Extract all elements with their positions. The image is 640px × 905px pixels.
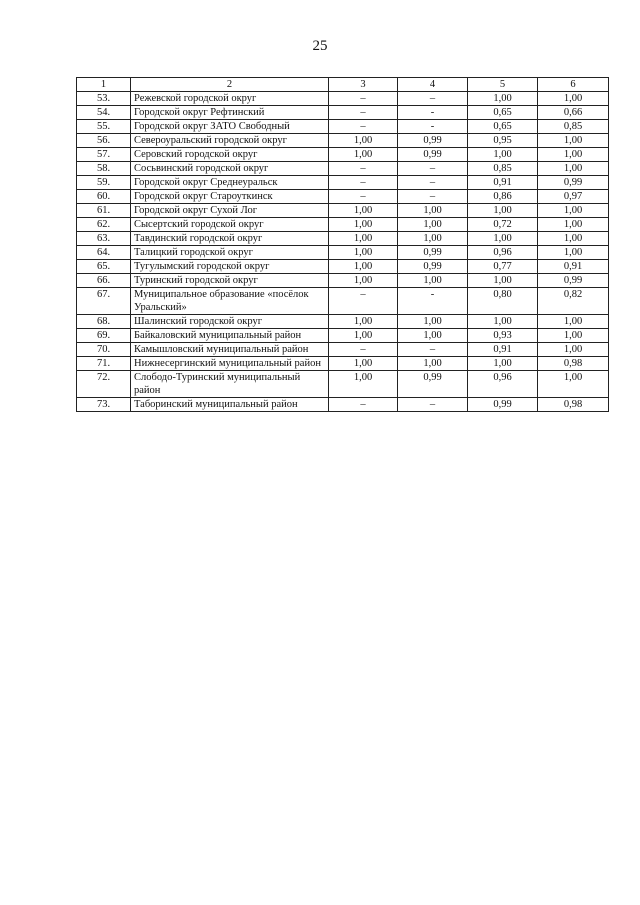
value-col-3: 1,00 [329, 357, 398, 371]
value-col-3: – [329, 190, 398, 204]
header-cell-4: 4 [398, 78, 468, 92]
value-col-4: 1,00 [398, 218, 468, 232]
value-col-3: 1,00 [329, 329, 398, 343]
table-row [77, 315, 609, 329]
table-row [77, 204, 609, 218]
table-row [77, 232, 609, 246]
municipality-name: Городской округ Сухой Лог [131, 204, 329, 218]
value-col-6: 0,82 [538, 288, 609, 315]
value-col-6: 0,66 [538, 106, 609, 120]
page-number: 25 [312, 38, 328, 54]
table-row [77, 106, 609, 120]
municipality-name: Сосьвинский городской округ [131, 162, 329, 176]
value-col-4: – [398, 398, 468, 412]
table-row [77, 371, 609, 398]
municipality-name: Тавдинский городской округ [131, 232, 329, 246]
header-row [77, 78, 609, 92]
value-col-5: 0,96 [468, 371, 538, 398]
municipality-name: Байкаловский муниципальный район [131, 329, 329, 343]
value-col-5: 0,95 [468, 134, 538, 148]
value-col-3: 1,00 [329, 260, 398, 274]
municipality-name: Североуральский городской округ [131, 134, 329, 148]
value-col-4: 1,00 [398, 357, 468, 371]
value-col-3: 1,00 [329, 218, 398, 232]
value-col-6: 1,00 [538, 246, 609, 260]
row-number: 66. [77, 274, 131, 288]
header-cell-3: 3 [329, 78, 398, 92]
table-row [77, 120, 609, 134]
value-col-3: – [329, 343, 398, 357]
table-row [77, 246, 609, 260]
value-col-3: 1,00 [329, 315, 398, 329]
value-col-3: – [329, 92, 398, 106]
value-col-5: 0,93 [468, 329, 538, 343]
value-col-6: 1,00 [538, 134, 609, 148]
table-row [77, 176, 609, 190]
value-col-5: 1,00 [468, 232, 538, 246]
value-col-4: 0,99 [398, 260, 468, 274]
value-col-3: 1,00 [329, 148, 398, 162]
value-col-6: 1,00 [538, 162, 609, 176]
value-col-3: – [329, 288, 398, 315]
value-col-3: 1,00 [329, 134, 398, 148]
value-col-6: 0,98 [538, 398, 609, 412]
municipality-name: Тугулымский городской округ [131, 260, 329, 274]
table-row [77, 274, 609, 288]
table-row [77, 190, 609, 204]
row-number: 69. [77, 329, 131, 343]
row-number: 56. [77, 134, 131, 148]
value-col-3: 1,00 [329, 371, 398, 398]
municipality-name: Таборинский муниципальный район [131, 398, 329, 412]
value-col-3: 1,00 [329, 274, 398, 288]
value-col-5: 1,00 [468, 204, 538, 218]
row-number: 63. [77, 232, 131, 246]
value-col-3: 1,00 [329, 246, 398, 260]
row-number: 60. [77, 190, 131, 204]
table-row [77, 398, 609, 412]
value-col-4: 0,99 [398, 148, 468, 162]
table-row [77, 357, 609, 371]
value-col-5: 1,00 [468, 315, 538, 329]
value-col-4: – [398, 162, 468, 176]
value-col-4: - [398, 106, 468, 120]
value-col-6: 0,91 [538, 260, 609, 274]
value-col-6: 0,98 [538, 357, 609, 371]
value-col-4: – [398, 176, 468, 190]
row-number: 62. [77, 218, 131, 232]
row-number: 71. [77, 357, 131, 371]
value-col-3: 1,00 [329, 232, 398, 246]
value-col-4: 1,00 [398, 274, 468, 288]
municipality-name: Слободо-Туринский муниципальный район [131, 371, 329, 398]
table-row [77, 288, 609, 315]
municipality-name: Камышловский муниципальный район [131, 343, 329, 357]
row-number: 54. [77, 106, 131, 120]
value-col-5: 1,00 [468, 357, 538, 371]
row-number: 64. [77, 246, 131, 260]
table-row [77, 343, 609, 357]
table-row [77, 134, 609, 148]
value-col-4: 0,99 [398, 134, 468, 148]
row-number: 57. [77, 148, 131, 162]
row-number: 59. [77, 176, 131, 190]
value-col-4: – [398, 92, 468, 106]
value-col-4: - [398, 288, 468, 315]
table-row [77, 92, 609, 106]
value-col-4: - [398, 120, 468, 134]
value-col-6: 0,97 [538, 190, 609, 204]
table-row [77, 218, 609, 232]
row-number: 67. [77, 288, 131, 315]
header-cell-5: 5 [468, 78, 538, 92]
value-col-5: 0,99 [468, 398, 538, 412]
table-row [77, 148, 609, 162]
value-col-3: – [329, 106, 398, 120]
value-col-4: 1,00 [398, 232, 468, 246]
value-col-4: 0,99 [398, 246, 468, 260]
municipality-name: Городской округ Староуткинск [131, 190, 329, 204]
value-col-3: 1,00 [329, 204, 398, 218]
value-col-6: 1,00 [538, 92, 609, 106]
table-header [77, 78, 609, 92]
value-col-5: 0,80 [468, 288, 538, 315]
value-col-5: 0,96 [468, 246, 538, 260]
municipality-name: Городской округ Рефтинский [131, 106, 329, 120]
table-body [77, 92, 609, 412]
table-row [77, 162, 609, 176]
row-number: 61. [77, 204, 131, 218]
value-col-5: 0,91 [468, 343, 538, 357]
value-col-6: 1,00 [538, 232, 609, 246]
value-col-3: – [329, 120, 398, 134]
value-col-4: – [398, 190, 468, 204]
municipality-name: Нижнесергинский муниципальный район [131, 357, 329, 371]
value-col-6: 1,00 [538, 315, 609, 329]
municipality-name: Серовский городской округ [131, 148, 329, 162]
header-cell-2: 2 [131, 78, 329, 92]
row-number: 68. [77, 315, 131, 329]
value-col-4: 0,99 [398, 371, 468, 398]
value-col-5: 0,85 [468, 162, 538, 176]
value-col-4: 1,00 [398, 329, 468, 343]
table-row [77, 260, 609, 274]
value-col-5: 1,00 [468, 148, 538, 162]
municipality-name: Талицкий городской округ [131, 246, 329, 260]
value-col-6: 1,00 [538, 343, 609, 357]
value-col-3: – [329, 176, 398, 190]
value-col-6: 0,85 [538, 120, 609, 134]
value-col-6: 1,00 [538, 218, 609, 232]
municipality-name: Сысертский городской округ [131, 218, 329, 232]
value-col-6: 1,00 [538, 148, 609, 162]
value-col-5: 0,65 [468, 106, 538, 120]
table-row [77, 329, 609, 343]
row-number: 58. [77, 162, 131, 176]
value-col-6: 1,00 [538, 329, 609, 343]
data-table [76, 77, 609, 412]
value-col-6: 1,00 [538, 371, 609, 398]
header-cell-6: 6 [538, 78, 609, 92]
municipality-name: Городской округ Среднеуральск [131, 176, 329, 190]
value-col-3: – [329, 162, 398, 176]
value-col-5: 0,91 [468, 176, 538, 190]
row-number: 65. [77, 260, 131, 274]
value-col-5: 0,72 [468, 218, 538, 232]
value-col-6: 0,99 [538, 176, 609, 190]
header-cell-1: 1 [77, 78, 131, 92]
value-col-4: – [398, 343, 468, 357]
value-col-5: 1,00 [468, 92, 538, 106]
row-number: 55. [77, 120, 131, 134]
value-col-4: 1,00 [398, 315, 468, 329]
municipality-name: Шалинский городской округ [131, 315, 329, 329]
value-col-5: 1,00 [468, 274, 538, 288]
municipality-name: Муниципальное образование «посёлок Уральский» [131, 288, 329, 315]
value-col-6: 0,99 [538, 274, 609, 288]
value-col-6: 1,00 [538, 204, 609, 218]
value-col-3: – [329, 398, 398, 412]
row-number: 70. [77, 343, 131, 357]
row-number: 53. [77, 92, 131, 106]
municipality-name: Режевской городской округ [131, 92, 329, 106]
value-col-5: 0,77 [468, 260, 538, 274]
municipality-name: Городской округ ЗАТО Свободный [131, 120, 329, 134]
municipality-name: Туринский городской округ [131, 274, 329, 288]
row-number: 73. [77, 398, 131, 412]
value-col-5: 0,65 [468, 120, 538, 134]
value-col-5: 0,86 [468, 190, 538, 204]
value-col-4: 1,00 [398, 204, 468, 218]
row-number: 72. [77, 371, 131, 398]
